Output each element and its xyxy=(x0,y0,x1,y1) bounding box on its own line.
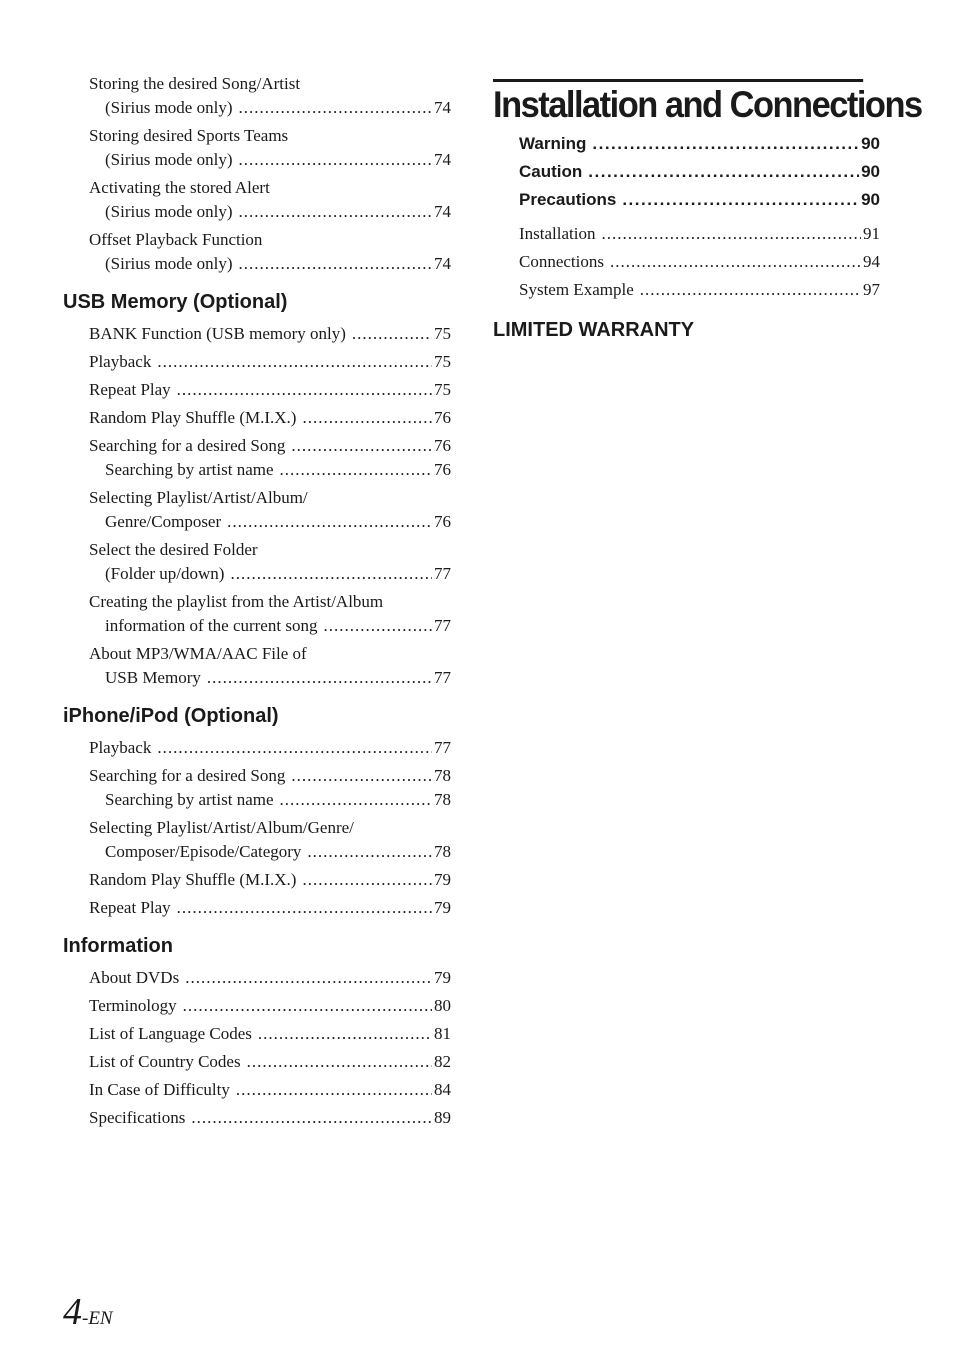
leader-dots xyxy=(352,322,432,346)
page-number: 76 xyxy=(434,408,451,427)
page-number: 78 xyxy=(434,790,451,809)
leader-dots xyxy=(592,132,859,156)
page-number: 77 xyxy=(434,616,451,635)
page-number: 74 xyxy=(434,254,451,273)
leader-dots xyxy=(236,1078,432,1102)
toc-entry-about-dvds[interactable] xyxy=(63,966,451,990)
right-column xyxy=(493,79,922,342)
toc-entry-title: List of Country Codes xyxy=(89,1052,241,1071)
toc-entry-usb-random[interactable] xyxy=(63,406,451,430)
toc-entry-connections[interactable] xyxy=(493,250,891,274)
toc-entry-ipod-repeat[interactable] xyxy=(63,896,451,920)
toc-entry-title: Warning xyxy=(519,134,587,153)
leader-dots xyxy=(230,562,432,586)
toc-entry-title: USB Memory xyxy=(105,668,201,687)
page-number: 89 xyxy=(434,1108,451,1127)
toc-entry-title: Repeat Play xyxy=(89,898,171,917)
leader-dots xyxy=(239,148,433,172)
toc-entry-specifications[interactable] xyxy=(63,1106,451,1130)
section-heading-ipod: iPhone/iPod (Optional) xyxy=(63,705,279,727)
toc-entry-offset-playback[interactable] xyxy=(63,228,451,276)
page-number: 84 xyxy=(434,1080,451,1099)
toc-entry-title: Select the desired Folder xyxy=(89,540,258,559)
leader-dots xyxy=(239,96,433,120)
leader-dots xyxy=(610,250,861,274)
sirius-entries xyxy=(63,72,451,276)
toc-entry-title: Random Play Shuffle (M.I.X.) xyxy=(89,870,297,889)
leader-dots xyxy=(291,764,432,788)
leader-dots xyxy=(247,1050,432,1074)
page-number: 76 xyxy=(434,436,451,455)
toc-entry-store-sports-teams[interactable] xyxy=(63,124,451,172)
toc-entry-title: List of Language Codes xyxy=(89,1024,252,1043)
toc-entry-title: Storing the desired Song/Artist xyxy=(89,74,301,93)
toc-entry-store-song-artist[interactable] xyxy=(63,72,451,120)
page-number: 90 xyxy=(861,134,880,153)
toc-entry-title: Playback xyxy=(89,738,152,757)
toc-entry-bank-function[interactable] xyxy=(63,322,451,346)
leader-dots xyxy=(280,458,432,482)
toc-entry-title: Playback xyxy=(89,352,152,371)
toc-entry-title: Selecting Playlist/Artist/Album/ xyxy=(89,488,308,507)
toc-entry-title: Genre/Composer xyxy=(105,512,222,531)
toc-entry-ipod-random[interactable] xyxy=(63,868,451,892)
toc-entry-terminology[interactable] xyxy=(63,994,451,1018)
page-number: 74 xyxy=(434,202,451,221)
leader-dots xyxy=(302,868,432,892)
toc-entry-title: (Sirius mode only) xyxy=(105,150,233,169)
information-entries xyxy=(63,966,451,1130)
leader-dots xyxy=(157,736,432,760)
installation-entries xyxy=(493,132,891,302)
page-number: 77 xyxy=(434,668,451,687)
toc-entry-title: Caution xyxy=(519,162,583,181)
page-number: 78 xyxy=(434,766,451,785)
toc-entry-caution[interactable] xyxy=(493,160,891,184)
toc-entry-title: Searching for a desired Song xyxy=(89,436,286,455)
leader-dots xyxy=(157,350,432,374)
toc-entry-usb-select-playlist[interactable] xyxy=(63,486,451,534)
section-heading-information: Information xyxy=(63,935,173,957)
page-number: 75 xyxy=(434,324,451,343)
toc-entry-title: Random Play Shuffle (M.I.X.) xyxy=(89,408,297,427)
ipod-entries xyxy=(63,736,451,920)
toc-entry-language-codes[interactable] xyxy=(63,1022,451,1046)
leader-dots xyxy=(191,1106,432,1130)
leader-dots xyxy=(307,840,432,864)
toc-entry-title: BANK Function (USB memory only) xyxy=(89,324,346,343)
page-number: 97 xyxy=(863,280,880,299)
leader-dots xyxy=(207,666,432,690)
toc-entry-system-example[interactable] xyxy=(493,278,891,302)
page-number: 78 xyxy=(434,842,451,861)
toc-entry-usb-select-folder[interactable] xyxy=(63,538,451,586)
toc-entry-title: About DVDs xyxy=(89,968,180,987)
toc-entry-country-codes[interactable] xyxy=(63,1050,451,1074)
page-number: 76 xyxy=(434,512,451,531)
page-number: 80 xyxy=(434,996,451,1015)
toc-entry-title: (Sirius mode only) xyxy=(105,254,233,273)
toc-entry-title: About MP3/WMA/AAC File of xyxy=(89,644,307,663)
toc-entry-ipod-playback[interactable] xyxy=(63,736,451,760)
main-heading-installation: Installation and Connections xyxy=(493,79,863,126)
toc-entry-installation[interactable] xyxy=(493,222,891,246)
page-number: 79 xyxy=(434,898,451,917)
leader-dots xyxy=(177,896,432,920)
leader-dots xyxy=(280,788,432,812)
page-number: 94 xyxy=(863,252,880,271)
leader-dots xyxy=(323,614,432,638)
page-number: 77 xyxy=(434,564,451,583)
toc-subentry-title: Searching by artist name xyxy=(105,460,274,479)
toc-subentry-title: Searching by artist name xyxy=(105,790,274,809)
left-column xyxy=(63,72,451,1134)
toc-entry-title: Terminology xyxy=(89,996,177,1015)
toc-entry-usb-search-song[interactable] xyxy=(63,434,451,482)
leader-dots xyxy=(640,278,861,302)
toc-entry-title: (Folder up/down) xyxy=(105,564,225,583)
page-number: 77 xyxy=(434,738,451,757)
toc-entry-title: Connections xyxy=(519,252,604,271)
leader-dots xyxy=(302,406,432,430)
leader-dots xyxy=(588,160,859,184)
usb-entries xyxy=(63,322,451,690)
toc-entry-title: Creating the playlist from the Artist/Album xyxy=(89,592,384,611)
leader-dots xyxy=(185,966,432,990)
leader-dots xyxy=(622,188,859,212)
page-number: 76 xyxy=(434,460,451,479)
toc-entry-activate-alert[interactable] xyxy=(63,176,451,224)
page-footer xyxy=(63,1290,113,1334)
toc-entry-warning[interactable] xyxy=(493,132,891,156)
toc-entry-usb-repeat[interactable] xyxy=(63,378,451,402)
toc-entry-title: Offset Playback Function xyxy=(89,230,263,249)
leader-dots xyxy=(258,1022,432,1046)
section-heading-limited-warranty[interactable]: LIMITED WARRANTY xyxy=(493,319,695,341)
leader-dots xyxy=(183,994,432,1018)
toc-entry-title: Specifications xyxy=(89,1108,186,1127)
toc-entry-precautions[interactable] xyxy=(493,188,891,212)
page-number: 75 xyxy=(434,380,451,399)
toc-entry-title: Precautions xyxy=(519,190,617,209)
toc-entry-difficulty[interactable] xyxy=(63,1078,451,1102)
toc-entry-title: (Sirius mode only) xyxy=(105,98,233,117)
toc-entry-title: (Sirius mode only) xyxy=(105,202,233,221)
toc-entry-ipod-search-song[interactable] xyxy=(63,764,451,812)
language-suffix: -EN xyxy=(82,1308,113,1329)
leader-dots xyxy=(239,200,433,224)
toc-entry-title: In Case of Difficulty xyxy=(89,1080,230,1099)
toc-entry-title: Searching for a desired Song xyxy=(89,766,286,785)
leader-dots xyxy=(239,252,433,276)
toc-entry-title: Installation xyxy=(519,224,596,243)
page-number-large: 4 xyxy=(63,1291,82,1333)
page-number: 74 xyxy=(434,98,451,117)
toc-entry-title: Composer/Episode/Category xyxy=(105,842,302,861)
page-number: 90 xyxy=(861,190,880,209)
toc-entry-title: information of the current song xyxy=(105,616,318,635)
toc-entry-ipod-select-playlist[interactable] xyxy=(63,816,451,864)
toc-entry-usb-about-files[interactable] xyxy=(63,642,451,690)
page-number: 79 xyxy=(434,870,451,889)
toc-entry-usb-playback[interactable] xyxy=(63,350,451,374)
page-number: 90 xyxy=(861,162,880,181)
leader-dots xyxy=(291,434,432,458)
toc-entry-title: System Example xyxy=(519,280,634,299)
page-number: 82 xyxy=(434,1052,451,1071)
toc-entry-usb-create-playlist[interactable] xyxy=(63,590,451,638)
leader-dots xyxy=(177,378,432,402)
toc-entry-title: Repeat Play xyxy=(89,380,171,399)
page-number: 75 xyxy=(434,352,451,371)
leader-dots xyxy=(227,510,432,534)
toc-entry-title: Storing desired Sports Teams xyxy=(89,126,289,145)
page-number: 79 xyxy=(434,968,451,987)
section-heading-usb: USB Memory (Optional) xyxy=(63,291,288,313)
leader-dots xyxy=(601,222,861,246)
page-number: 91 xyxy=(863,224,880,243)
page-number: 81 xyxy=(434,1024,451,1043)
toc-entry-title: Activating the stored Alert xyxy=(89,178,270,197)
toc-entry-title: Selecting Playlist/Artist/Album/Genre/ xyxy=(89,818,354,837)
page-number: 74 xyxy=(434,150,451,169)
